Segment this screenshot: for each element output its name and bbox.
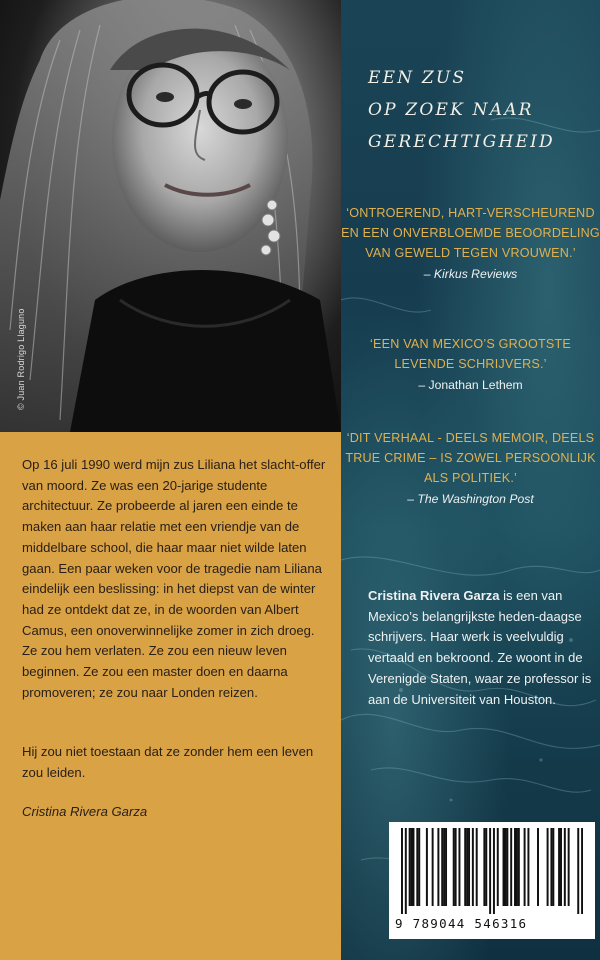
barcode-bar: [412, 828, 414, 906]
review-lethem: [341, 334, 600, 395]
barcode-bar: [472, 828, 474, 906]
isbn-barcode: [389, 822, 595, 939]
cover-right-panel: [341, 0, 600, 960]
barcode-bar: [416, 828, 418, 906]
barcode-bar: [483, 828, 485, 906]
review-source: [341, 264, 600, 284]
review-source-dash: –: [423, 267, 434, 281]
author-bio-name: Cristina Rivera Garza: [368, 588, 500, 603]
barcode-bar: [441, 828, 443, 906]
author-photo: [0, 0, 341, 432]
barcode-bar: [537, 828, 539, 906]
barcode-bar: [503, 828, 505, 906]
barcode-bar: [426, 828, 428, 906]
barcode-bar: [409, 828, 411, 906]
barcode-bar: [443, 828, 445, 906]
barcode-bar: [493, 828, 495, 914]
tagline-line-2: OP ZOEK NAAR: [368, 100, 534, 120]
barcode-bar: [524, 828, 526, 906]
barcode-bar: [476, 828, 478, 906]
barcode-bar: [506, 828, 508, 906]
barcode-icon: [401, 828, 583, 914]
review-source: [341, 489, 600, 509]
barcode-bar: [401, 828, 403, 914]
barcode-bar: [458, 828, 460, 906]
barcode-bar: [485, 828, 487, 906]
author-portrait-icon: [0, 0, 341, 432]
barcode-bar: [411, 828, 413, 906]
barcode-bar: [560, 828, 562, 906]
barcode-bar: [445, 828, 447, 906]
barcode-bar: [453, 828, 455, 906]
review-quote: ‘ONTROEREND, HART-VERSCHEUREND EN EEN ONVERBLOEMDE BEOORDELING VAN GEWELD TEGEN VROUWEN.’: [341, 206, 600, 260]
review-source-name: Kirkus Reviews: [433, 267, 518, 281]
review-washington-post: [341, 428, 600, 509]
review-source-dash: –: [418, 378, 429, 392]
barcode-bar: [466, 828, 468, 906]
barcode-bar: [558, 828, 560, 906]
barcode-bar: [518, 828, 520, 906]
tagline: [368, 62, 598, 158]
author-bio: [368, 586, 594, 710]
tagline-line-3: GERECHTIGHEID: [368, 132, 555, 152]
barcode-bar: [550, 828, 552, 906]
barcode-bar: [527, 828, 529, 906]
author-bio-text: is een van Mexico’s belangrijkste heden-daagse schrijvers. Haar werk is veelvuldig vertaald en bekroond. Ze woont in de Verenigde Staten, waar ze professor is aan de Universiteit van Houston.: [368, 588, 592, 707]
barcode-bar: [437, 828, 439, 906]
barcode-bar: [497, 828, 499, 906]
synopsis-closing-line: Hij zou niet toestaan dat ze zonder hem een leven zou leiden.: [22, 744, 314, 780]
review-source-name: The Washington Post: [417, 492, 534, 506]
barcode-bar: [577, 828, 579, 914]
barcode-bar: [568, 828, 570, 906]
barcode-bar: [504, 828, 506, 906]
barcode-bar: [464, 828, 466, 906]
review-quote: ‘EEN VAN MEXICO’S GROOTSTE LEVENDE SCHRIJVERS.’: [370, 337, 571, 371]
barcode-digits: 9 789044 546316: [395, 916, 528, 931]
barcode-bar: [468, 828, 470, 906]
photo-credit: © Juan Rodrigo Llaguno: [16, 308, 26, 410]
review-source-dash: –: [407, 492, 418, 506]
barcode-bar: [510, 828, 512, 906]
barcode-bar: [552, 828, 554, 906]
barcode-bar: [564, 828, 566, 906]
barcode-bar: [516, 828, 518, 906]
review-quote: ‘DIT VERHAAL - DEELS MEMOIR, DEELS TRUE CRIME – IS ZOWEL PERSOONLIJK ALS POLITIEK.’: [345, 431, 596, 485]
review-source: [341, 375, 600, 395]
barcode-bar: [581, 828, 583, 914]
barcode-bar: [489, 828, 491, 914]
barcode-bar: [455, 828, 457, 906]
barcode-bar: [547, 828, 549, 906]
synopsis-panel: [0, 432, 341, 960]
review-kirkus: [341, 203, 600, 284]
barcode-bar: [514, 828, 516, 906]
tagline-line-1: EEN ZUS: [368, 68, 467, 88]
barcode-bar: [418, 828, 420, 906]
synopsis-author-signature: Cristina Rivera Garza: [22, 804, 148, 819]
barcode-bar: [405, 828, 407, 914]
barcode-bar: [432, 828, 434, 906]
review-source-name: Jonathan Lethem: [428, 378, 523, 392]
synopsis-body: Op 16 juli 1990 werd mijn zus Liliana het slacht-offer van moord. Ze was een 20-jarige studente architectuur. Ze probeerde al jaren een einde te maken aan haar relatie met een vriendje van de middelbare school, die haar maar niet wilde laten gaan. Een paar weken voor de tragedie nam Liliana eindelijk een beslissing: in het diepst van de winter had ze ontdekt dat ze, in de woorden van Albert Camus, een onoverwinnelijke zomer in zich droeg. Ze zou hem verlaten. Ze zou een nieuw leven beginnen. Ze zou een master doen en daarna promoveren; ze zou naar Londen reizen.: [22, 457, 326, 700]
